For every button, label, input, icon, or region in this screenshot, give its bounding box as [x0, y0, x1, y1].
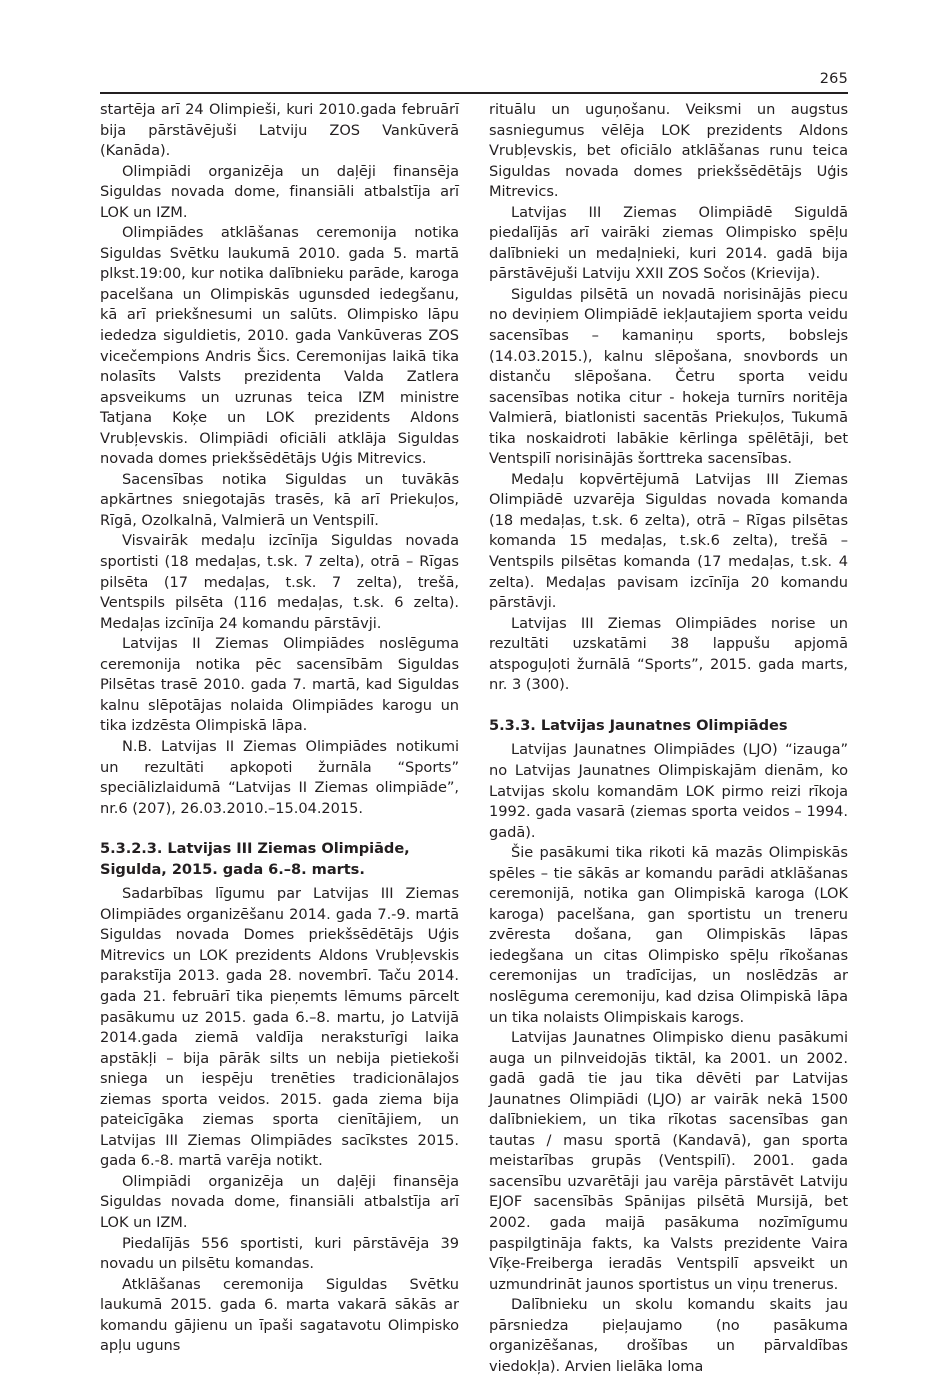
header-rule — [100, 92, 848, 94]
body-paragraph: startēja arī 24 Olimpieši, kuri 2010.gada februārī bija pārstāvējuši Latviju ZOS Vankūverā (Kanāda). — [100, 101, 459, 160]
body-paragraph: Latvijas III Ziemas Olimpiādes norise un rezultāti uzskatāmi 38 lappušu apjomā atspoguļoti žurnālā “Sports”, 2015. gada marts, nr. 3 (300). — [489, 614, 848, 694]
body-paragraph: Sacensības notika Siguldas un tuvākās apkārtnes sniegotajās trasēs, kā arī Priekuļos, Rīgā, Ozolkalnā, Valmierā un Ventspilī. — [100, 470, 459, 529]
body-paragraph: N.B. Latvijas II Ziemas Olimpiādes notikumi un rezultāti apkopoti žurnāla “Sports” speciālizlaidumā “Latvijas II Ziemas olimpiāde”, nr.6 (207), 26.03.2010.–15.04.2015. — [100, 737, 459, 817]
body-paragraph: Olimpiādi organizēja un daļēji finansēja Siguldas novada dome, finansiāli atbalstīja arī LOK un IZM. — [100, 1172, 459, 1231]
body-paragraph: Atklāšanas ceremonija Siguldas Svētku laukumā 2015. gada 6. marta vakarā sākās ar komandu gājienu un īpaši sagatavotu Olimpisko apļu uguns — [100, 1275, 459, 1355]
body-paragraph: Piedalījās 556 sportisti, kuri pārstāvēja 39 novadu un pilsētu komandas. — [100, 1234, 459, 1273]
page-header — [100, 70, 848, 96]
section-heading: 5.3.2.3. Latvijas III Ziemas Olimpiāde, Sigulda, 2015. gada 6.–8. marts. — [100, 840, 410, 878]
body-paragraph: Siguldas pilsētā un novadā norisinājās piecu no deviņiem Olimpiādē iekļautajiem sporta veidu sacensības – kamaniņu sports, bobslejs (14.03.2015.), kalnu slēpošana, snovbords un distanču slēpošana. Četru sporta veidu sacensības notika citur - hokeja turnīrs noritēja Valmierā, biatlonisti sacentās Priekuļos, Tukumā tika noskaidroti labākie kērlinga spēlētāji, bet Ventspilī norisinājās šorttreka sacensības. — [489, 285, 848, 468]
body-paragraph: Medaļu kopvērtējumā Latvijas III Ziemas Olimpiādē uzvarēja Siguldas novada komanda (18 medaļas, t.sk. 6 zelta), otrā – Rīgas pilsētas komanda 15 medaļas, t.sk.6 zelta), trešā – Ventspils pilsētas komanda (17 medaļas, t.sk. 4 zelta). Medaļas pavisam izcīnīja 20 komandu pārstāvji. — [489, 470, 848, 612]
body-paragraph: Latvijas Jaunatnes Olimpisko dienu pasākumi auga un pilnveidojās tiktāl, ka 2001. un 2002. gadā gadā tie jau tika dēvēti par Latvijas Jaunatnes Olimpiādi (LJO) ar vairāk nekā 1500 dalībniekiem, un tika rīkotas sacensības gan tautas / masu sportā (Kandavā), gan sporta meistarības grupās (Ventspilī). 2001. gada sacensību uzvarētāji jau varēja pārstāvēt Latviju EJOF sacensībās Spānijas pilsētā Mursijā, bet 2002. gada maijā pasākuma nozīmīgumu paspilgtināja fakts, ka Valsts prezidente Vaira Vīķe-Freiberga ieradās Ventspilī apsveikt un uzmundrināt jaunos sportistus un viņu trenerus. — [489, 1029, 848, 1293]
body-paragraph: Olimpiādes atklāšanas ceremonija notika Siguldas Svētku laukumā 2010. gada 5. martā plkst.19:00, kur notika dalībnieku parāde, karoga pacelšana un Olimpiskās ugunsded iedegšanu, kā arī priekšnesumi un salūts. Olimpisko lāpu iededza siguldietis, 2010. gada Vankūveras ZOS vicečempions Andris Šics. Ceremonijas laikā tika nolasīts Valsts prezidenta Valda Zatlera apsveikums un uzrunas teica IZM ministre Tatjana Koķe un LOK prezidents Aldons Vrubļevskis. Olimpiādi oficiāli atklāja Siguldas novada domes priekšsēdētājs Uģis Mitrevics. — [100, 224, 459, 468]
body-paragraph: Latvijas Jaunatnes Olimpiādes (LJO) “izauga” no Latvijas Jaunatnes Olimpiskajām dienām, ko Latvijas skolu komandām LOK pirmo reizi rīkoja 1992. gada vasarā (ziemas sporta veidos – 1994. gadā). — [489, 741, 848, 841]
body-paragraph: Latvijas II Ziemas Olimpiādes noslēguma ceremonija notika pēc sacensībām Siguldas Pilsētas trasē 2010. gada 7. martā, kad Siguldas kalnu slēpotājas nolaida Olimpiādes karogu un tika izdzēsta Olimpiskā lāpa. — [100, 635, 459, 735]
body-paragraph: Visvairāk medaļu izcīnīja Siguldas novada sportisti (18 medaļas, t.sk. 7 zelta), otrā – Rīgas pilsēta (17 medaļas, t.sk. 7 zelta), trešā, Ventspils pilsēta (116 medaļas, t.sk. 6 zelta). Medaļas izcīnīja 24 komandu pārstāvji. — [100, 532, 459, 632]
body-paragraph: Latvijas III Ziemas Olimpiādē Siguldā piedalījās arī vairāki ziemas Olimpisko spēļu dalībnieki un medaļnieki, kuri 2014. gadā bija pārstāvējuši Latviju XXII ZOS Sočos (Krievija). — [489, 203, 848, 283]
left-column — [100, 100, 459, 1357]
heading-spacer — [489, 696, 848, 716]
body-paragraph: Olimpiādi organizēja un daļēji finansēja Siguldas novada dome, finansiāli atbalstīja arī LOK un IZM. — [100, 162, 459, 221]
two-column-body — [100, 100, 848, 1375]
body-paragraph: Sadarbības līgumu par Latvijas III Ziemas Olimpiādes organizēšanu 2014. gada 7.-9. martā Siguldas novada Domes priekšsēdētājs Uģis Mitrevics un LOK prezidents Aldons Vrubļevskis parakstīja 2013. gada 28. novembrī. Taču 2014. gada 21. februārī tika pieņemts lēmums pārcelt pasākumu uz 2015. gada 6.–8. martu, jo Latvijā 2014.gada ziemā valdīja neraksturīgi laika apstākļi – bija pārāk silts un nebija pietiekoši sniega un iespēju trenēties tradicionālajos ziemas sporta veidos. 2015. gada ziema bija pateicīgāka ziemas sporta cienītājiem, un Latvijas III Ziemas Olimpiādes sacīkstes 2015. gada 6.-8. martā varēja notikt. — [100, 885, 459, 1170]
heading-spacer — [100, 819, 459, 839]
body-paragraph: Šie pasākumi tika rikoti kā mazās Olimpiskās spēles – tie sākās ar komandu parādi atklāšanas ceremonijā, notika gan Olimpiskā karoga (LOK karoga) pacelšana, gan sportistu un treneru zvēresta došana, gan Olimpiskās lāpas iedegšana un citas Olimpisko spēļu rīkošanas ceremonijas un tradīcijas, un noslēdzās ar noslēguma ceremoniju, kad dzisa Olimpiskā lāpa un tika nolaists Olimpiskais karogs. — [489, 844, 848, 1026]
body-paragraph: rituālu un uguņošanu. Veiksmi un augstus sasniegumus vēlēja LOK prezidents Aldons Vrubļevskis, bet oficiālo atklāšanas runu teica Siguldas novada domes priekšsēdētājs Uģis Mitrevics. — [489, 101, 848, 201]
section-heading: 5.3.3. Latvijas Jaunatnes Olimpiādes — [489, 716, 788, 734]
page-number: 265 — [819, 71, 848, 87]
right-column — [489, 100, 848, 1377]
body-paragraph: Dalībnieku un skolu komandu skaits jau pārsniedza pieļaujamo (no pasākuma organizēšanas, drošības un pārvaldības viedokļa). Arvien lielāka loma — [489, 1296, 848, 1375]
